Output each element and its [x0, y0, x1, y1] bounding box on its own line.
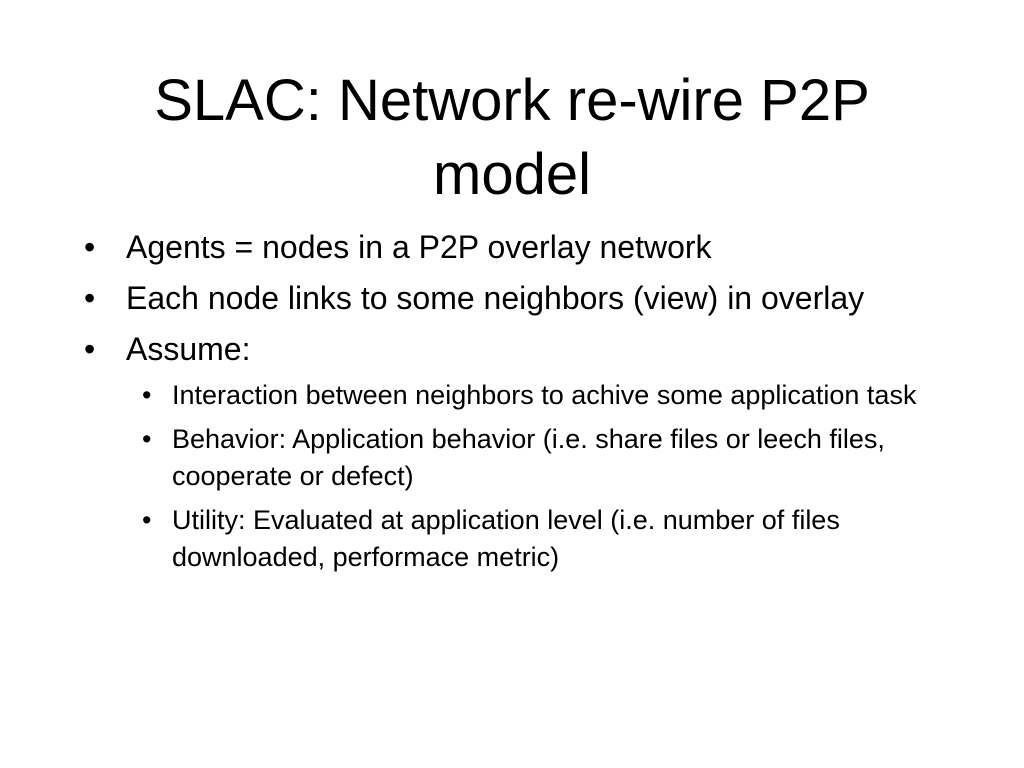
sub-bullet-marker: •: [142, 505, 152, 535]
slide-body: [84, 224, 944, 583]
bullet-text: Agents = nodes in a P2P overlay network: [126, 229, 712, 265]
bullet-text: Assume:: [126, 331, 251, 367]
sub-bullet-text: Interaction between neighbors to achive some application task: [172, 380, 917, 410]
bullet-text: Each node links to some neighbors (view) in overlay: [126, 280, 865, 316]
bullet-item: [84, 224, 944, 270]
bullet-marker: •: [84, 280, 96, 316]
bullet-item: [84, 275, 944, 321]
slide-title-line-1: SLAC: Network re-wire P2P: [154, 68, 870, 133]
sub-bullet-marker: •: [142, 424, 152, 454]
sub-bullet-item: [142, 502, 944, 576]
sub-bullet-text: Utility: Evaluated at application level (i.e. number of files downloaded, performace metric): [172, 505, 840, 572]
sub-bullet-marker: •: [142, 380, 152, 410]
bullet-item: [84, 326, 944, 372]
bullet-marker: •: [84, 331, 96, 367]
slide-title-line-2: model: [433, 142, 591, 207]
sub-bullet-item: [142, 377, 944, 414]
slide-title: [0, 64, 1024, 212]
sub-bullet-item: [142, 421, 944, 495]
sub-bullet-list: [142, 377, 944, 576]
bullet-marker: •: [84, 229, 96, 265]
sub-bullet-text: Behavior: Application behavior (i.e. share files or leech files, cooperate or defect): [172, 424, 885, 491]
